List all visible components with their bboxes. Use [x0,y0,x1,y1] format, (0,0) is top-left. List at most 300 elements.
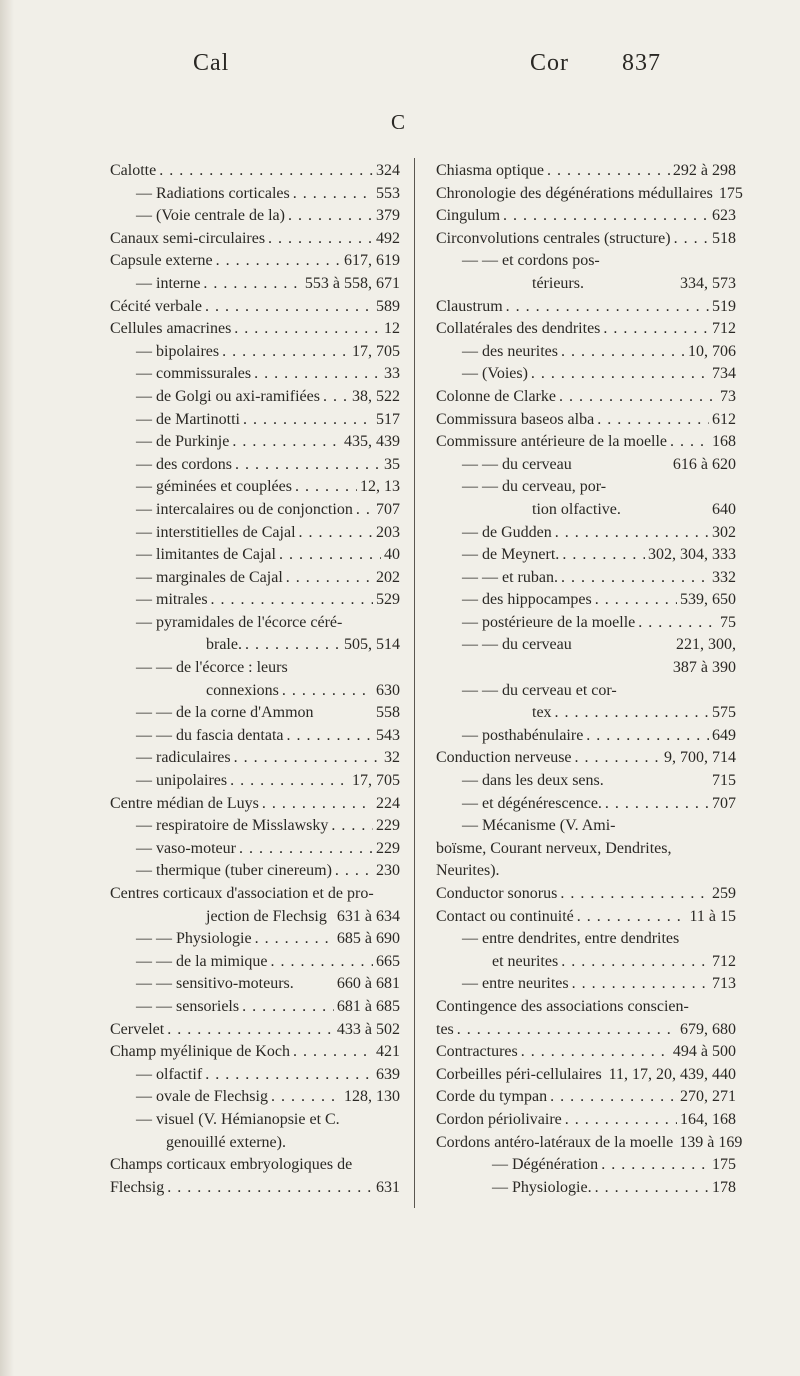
index-entry-label: Flechsig [110,1178,165,1196]
index-entry [436,1019,736,1042]
index-entry [436,725,736,748]
index-entry [110,341,400,364]
index-entry-label: — des cordons [136,455,232,473]
index-entry [110,1086,400,1109]
index-entry-pages: 518 [712,229,736,247]
running-head-left: Cal [193,50,230,76]
index-entry-label: — dans les deux sens. [462,772,604,790]
index-entry [436,702,736,725]
dot-leader [239,838,373,861]
dot-leader [547,160,670,183]
index-entry-pages: 712 [712,320,736,338]
running-head-right: Cor [530,50,569,76]
index-entry-pages: 631 [376,1178,400,1196]
index-entry [436,1177,736,1200]
index-entry-pages: 202 [376,568,400,586]
index-entry [110,386,400,409]
index-entry-label: Collatérales des dendrites [436,320,601,338]
dot-leader [605,793,709,816]
dot-leader [550,1086,677,1109]
index-entry [110,883,400,906]
index-entry [436,341,736,364]
index-entry [436,1109,736,1132]
index-entry-label: — marginales de Cajal [136,568,283,586]
index-entry-pages: 203 [376,523,400,541]
index-entry [436,973,736,996]
index-entry-label: Contractures [436,1043,518,1061]
index-entry-label: Cellules amacrines [110,320,232,338]
index-entry [436,318,736,341]
index-entry [436,522,736,545]
index-entry [110,1019,400,1042]
index-entry-label: — géminées et couplées [136,478,292,496]
index-entry-label: — — de l'écorce : leurs [136,659,288,677]
index-entry-pages: 259 [712,885,736,902]
index-entry [436,1086,736,1109]
dot-leader [293,183,373,206]
index-entry-pages: 33 [384,365,400,383]
index-entry-pages: 433 à 502 [336,1020,400,1038]
index-entry-label: tex [532,704,552,722]
dot-leader [682,928,733,951]
index-entry [436,680,736,703]
index-entry [110,793,400,816]
dot-leader [562,544,645,567]
dot-leader [565,1109,677,1132]
dot-leader [230,770,349,793]
index-entry-label: — unipolaires [136,772,228,790]
dot-leader [624,499,709,522]
index-entry-label: — entre neurites [462,975,569,993]
index-entry [436,589,736,612]
index-entry-label: — Dégénération [492,1156,599,1174]
dot-leader [345,612,397,635]
index-entry [110,951,400,974]
index-entry [436,476,736,499]
index-entry-label: Corde du tympan [436,1088,548,1106]
index-entry-label: et neurites [492,952,559,970]
index-entry-pages: 334, 573 [680,274,736,292]
index-entry [110,499,400,522]
index-entry-label: — — sensitivo-moteurs. [136,975,294,993]
index-entry-pages: 505, 514 [344,636,400,654]
dot-leader [282,680,373,703]
dot-leader [377,883,397,906]
dot-leader [331,815,373,838]
index-entry-label: — — du fascia dentata [136,726,284,744]
index-entry-label: Cingulum [436,207,501,225]
index-entry [110,363,400,386]
dot-leader [289,1132,397,1155]
index-entry-label: brale. [206,636,242,654]
index-entry-label: Contact ou continuité [436,907,574,925]
dot-leader [506,296,709,319]
index-entry-pages: 631 à 634 [336,907,400,925]
dot-leader [203,273,301,296]
index-entry [436,770,736,793]
index-entry-pages: 224 [376,794,400,812]
dot-leader [255,928,334,951]
index-entry-pages: 9, 700, 714 [664,749,736,767]
dot-leader [575,747,661,770]
index-entry-label: — entre dendrites, entre dendrites [462,930,680,948]
index-entry-pages: 12, 13 [360,478,400,496]
index-entry [436,250,736,273]
index-entry [110,205,400,228]
page-number: 837 [622,50,661,76]
index-entry-label: térieurs. [532,274,584,292]
dot-leader [235,454,381,477]
index-entry-label: — — de la corne d'Ammon [136,704,314,722]
index-entry [436,860,736,883]
index-entry-pages: 660 à 681 [336,975,400,993]
index-entry-pages: 649 [712,726,736,744]
dot-leader [330,906,334,929]
index-entry-pages: 32 [384,749,400,767]
dot-leader [271,951,373,974]
index-entry [436,793,736,816]
index-entry-label: — — du cerveau [462,455,572,473]
index-entry [110,770,400,793]
index-entry-label: — de Golgi ou axi-ramifiées [136,387,320,405]
index-entry-pages: 494 à 500 [672,1043,736,1061]
index-entry [110,996,400,1019]
index-entry-pages: 623 [712,207,736,225]
dot-leader [343,1109,397,1132]
index-entry-label: genouillé externe). [166,1133,286,1151]
index-entry-pages: 270, 271 [680,1088,736,1106]
index-entry [436,906,736,929]
index-entry [110,273,400,296]
dot-leader [609,476,733,499]
index-entry-label: tes [436,1020,454,1038]
index-entry-pages: 589 [376,297,400,315]
index-entry [110,906,400,929]
index-entry [110,318,400,341]
index-entry-pages: 492 [376,229,400,247]
dot-leader [205,296,373,319]
index-entry [110,680,400,703]
index-entry [436,160,736,183]
dot-leader [670,431,709,454]
index-entry-pages: 35 [384,455,400,473]
dot-leader [167,1177,373,1200]
dot-leader [271,1086,341,1109]
index-entry-pages: 379 [376,207,400,225]
dot-leader [572,973,709,996]
dot-leader [355,1154,397,1177]
index-entry-pages: 387 à 390 [672,659,736,677]
index-entry-label: — posthabénulaire [462,726,584,744]
index-entry [436,996,736,1019]
index-entry-label: — radiculaires [136,749,231,767]
index-entry-pages: 543 [376,726,400,744]
index-entry-label: — — du cerveau, por- [462,478,607,496]
index-entry [436,409,736,432]
index-entry [110,476,400,499]
index-entry-label: — de Gudden [462,523,552,541]
index-entry-label: — visuel (V. Hémianopsie et C. [136,1110,340,1128]
dot-leader [291,657,397,680]
index-entry-label: — — sensoriels [136,997,240,1015]
index-entry-pages: 529 [376,591,400,609]
index-entry-label: — Radiations corticales [136,184,290,202]
dot-leader [692,996,733,1019]
index-entry-label: — mitrales [136,591,208,609]
index-entry [436,205,736,228]
index-entry [436,183,743,206]
index-entry [436,612,736,635]
dot-leader [575,454,670,477]
index-entry [436,499,736,522]
index-entry [110,544,400,567]
page-header [0,50,800,98]
index-entry [110,1109,400,1132]
index-entry-pages: 612 [712,410,736,428]
index-entry-label: Cervelet [110,1020,165,1038]
index-entry [436,273,736,296]
index-entry-pages: 40 [384,546,400,564]
index-entry-pages: 178 [712,1178,736,1196]
dot-leader [587,273,677,296]
index-entry [436,747,736,770]
index-entry [110,1041,400,1064]
dot-leader [335,860,373,883]
index-entry-label: — et dégénérescence. [462,794,602,812]
index-entry-pages: 558 [376,704,400,722]
dot-leader [243,409,373,432]
index-entry-label: — commissurales [136,365,252,383]
index-entry [436,657,736,680]
dot-leader [279,544,381,567]
index-entry [110,634,400,657]
index-entry-label: Commissure antérieure de la moelle [436,433,668,451]
index-entry-label: Commissura baseos alba [436,410,595,428]
dot-leader [323,386,349,409]
index-entry-pages: 75 [720,613,736,631]
index-entry-label: Champs corticaux embryologiques de [110,1156,353,1174]
index-entry-pages: 630 [376,681,400,699]
dot-leader [159,160,373,183]
dot-leader [268,228,373,251]
dot-leader [242,996,334,1019]
dot-leader [287,725,374,748]
dot-leader [521,1041,670,1064]
index-entry [110,725,400,748]
index-entry-label: — limitantes de Cajal [136,546,276,564]
dot-leader [262,793,373,816]
index-entry [436,544,736,567]
index-entry [110,296,400,319]
dot-leader [222,341,349,364]
index-entry-label: Conductor sonorus [436,885,558,902]
index-entry-label: Cécité verbale [110,297,202,315]
scan-edge-shadow [0,0,14,1376]
index-entry-pages: 539, 650 [680,591,736,609]
index-entry-label: boïsme, Courant nerveux, Dendrites, [436,839,672,857]
index-entry-label: — — Physiologie [136,930,252,948]
index-entry [436,838,736,861]
index-entry-pages: 517 [376,410,400,428]
index-entry [436,431,736,454]
dot-leader [601,1154,709,1177]
dot-leader [503,860,733,883]
dot-leader [575,634,673,657]
index-entry-label: — thermique (tuber cinereum) [136,862,332,880]
index-entry-label: — ovale de Flechsig [136,1088,268,1106]
index-entry [436,1132,743,1155]
index-entry-label: — — et ruban. [462,568,558,586]
dot-leader [595,589,677,612]
dot-leader [286,567,373,590]
index-entry-pages: 139 à 169 [679,1133,743,1151]
index-entry [110,657,400,680]
index-entry-pages: 421 [376,1043,400,1061]
index-entry-pages: 168 [712,433,736,451]
index-entry-pages: 713 [712,975,736,993]
section-letter: C [391,110,406,134]
index-entry-pages: 229 [376,839,400,857]
index-entry [110,431,400,454]
index-entry-label: connexions [206,681,279,699]
dot-leader [595,1177,709,1200]
index-entry [436,634,736,657]
index-entry [436,1064,736,1087]
index-entry-pages: 175 [712,1156,736,1174]
index-entry [436,454,736,477]
index-entry-pages: 616 à 620 [672,455,736,473]
index-entry [110,1064,400,1087]
index-entry-pages: 324 [376,162,400,179]
index-entry-label: Canaux semi-circulaires [110,229,266,247]
index-entry-label: — — de la mimique [136,952,268,970]
dot-leader [638,612,717,635]
index-entry-label: — — et cordons pos- [462,252,600,270]
index-entry-label: Neurites). [436,862,500,880]
column-divider [414,158,415,1208]
index-entry-pages: 734 [712,365,736,383]
index-entry-label: Champ myélinique de Koch [110,1043,290,1061]
dot-leader [503,205,709,228]
index-entry-pages: 292 à 298 [672,162,736,179]
dot-leader [674,228,709,251]
dot-leader [234,318,381,341]
index-entry [436,1154,736,1177]
index-entry-label: Corbeilles péri-cellulaires [436,1065,602,1083]
dot-leader [597,409,709,432]
dot-leader [211,589,373,612]
index-entry [436,928,736,951]
dot-leader [356,499,373,522]
index-entry-label: — (Voies) [462,365,528,383]
index-entry-label: Conduction nerveuse [436,749,572,767]
index-entry-pages: 175 [718,184,743,202]
index-entry-label: Contingence des associations conscien- [436,997,689,1015]
index-entry [110,183,400,206]
dot-leader [561,341,685,364]
index-entry [436,296,736,319]
dot-leader [254,363,381,386]
dot-leader [586,725,709,748]
index-entry-label: tion olfactive. [532,500,621,518]
index-entry-label: — de Meynert. [462,546,560,564]
dot-leader [317,702,373,725]
index-entry-label: — des hippocampes [462,591,592,609]
index-entry-label: Centres corticaux d'association et de pro- [110,885,374,902]
index-entry-label: — interstitielles de Cajal [136,523,296,541]
index-entry-label: — intercalaires ou de conjonction [136,500,353,518]
index-entry-pages: 164, 168 [680,1110,736,1128]
index-entry-label: — de Martinotti [136,410,240,428]
index-entry-label: Centre médian de Luys [110,794,259,812]
index-entry [436,815,736,838]
index-entry-pages: 640 [712,500,736,518]
index-entry [110,612,400,635]
dot-leader [535,657,670,680]
index-entry-pages: 128, 130 [344,1088,400,1106]
index-entry-pages: 12 [384,320,400,338]
dot-leader [531,363,709,386]
index-entry [436,1041,736,1064]
index-entry [110,928,400,951]
index-entry-pages: 685 à 690 [336,930,400,948]
index-entry [110,589,400,612]
dot-leader [675,838,734,861]
dot-leader [560,883,709,906]
index-entry-label: — des neurites [462,342,558,360]
index-entry-pages: 17, 705 [352,342,400,360]
dot-leader [297,973,334,996]
index-column-left [110,160,400,1199]
index-entry-label: — pyramidales de l'écorce céré- [136,613,343,631]
index-entry-pages: 712 [712,952,736,970]
dot-leader [561,567,709,590]
dot-leader [561,951,709,974]
index-entry-pages: 302, 304, 333 [648,546,736,564]
index-entry-label: — interne [136,274,201,292]
dot-leader [605,1064,606,1087]
index-entry-pages: 11, 17, 20, 439, 440 [608,1065,736,1083]
index-entry [110,1177,400,1200]
dot-leader [555,522,709,545]
dot-leader [167,1019,334,1042]
index-entry [110,409,400,432]
index-entry-pages: 707 [712,794,736,812]
index-entry-pages: 73 [720,387,736,405]
index-entry [436,363,736,386]
index-entry [110,522,400,545]
index-entry-label: — Mécanisme (V. Ami- [462,817,616,835]
dot-leader [216,250,341,273]
index-entry-label: — (Voie centrale de la) [136,207,285,225]
dot-leader [457,1019,677,1042]
index-entry-pages: 229 [376,817,400,835]
index-entry-pages: 679, 680 [680,1020,736,1038]
index-entry-pages: 639 [376,1065,400,1083]
index-entry-label: — olfactif [136,1065,203,1083]
index-entry [110,567,400,590]
index-entry [110,1132,400,1155]
index-entry-label: — — du cerveau [462,636,572,654]
index-entry [436,951,736,974]
index-entry-pages: 10, 706 [688,342,736,360]
index-entry-pages: 553 [376,184,400,202]
index-entry-pages: 715 [712,772,736,790]
dot-leader [577,906,687,929]
index-entry [110,702,400,725]
index-entry-label: jection de Flechsig [206,907,327,925]
dot-leader [603,318,709,341]
